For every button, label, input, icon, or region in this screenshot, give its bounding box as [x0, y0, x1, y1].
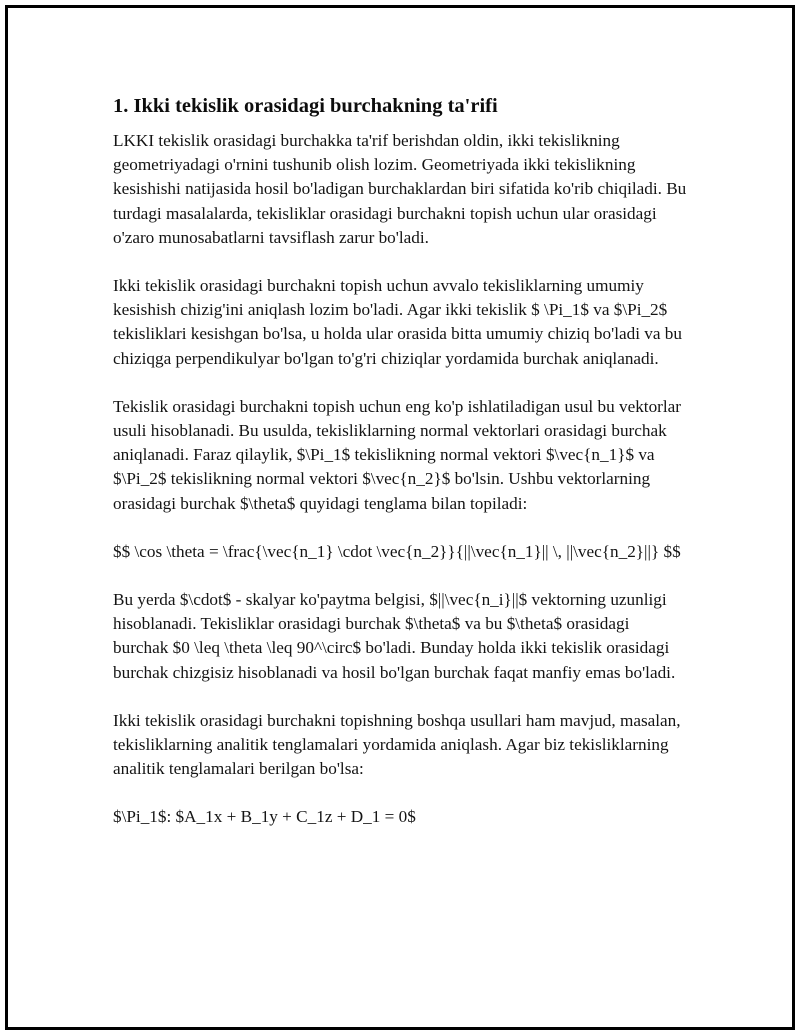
paragraph-analytic-method: Ikki tekislik orasidagi burchakni topishning boshqa usullari ham mavjud, masalan, tekisliklarning analitik tenglamalari yordamida aniqlash. Agar biz tekisliklarning analitik tenglamalari berilgan bo'lsa:: [113, 710, 681, 779]
paragraph-vector-method: Tekislik orasidagi burchakni topish uchun eng ko'p ishlatiladigan usul bu vektorlar usuli hisoblanadi. Bu usulda, tekisliklarning normal vektorlari orasidagi burchak aniqlanadi. Faraz qilaylik, $\Pi_1$ tekislikning normal vektori $\vec{n_1}$ va $\Pi_2$ tekislikning normal vektori $\vec{n_2}$ bo'lsin. Ushbu vektorlarning orasidagi burchak $\theta$ quyidagi tenglama bilan topiladi:: [113, 396, 682, 513]
document-body: [113, 92, 688, 854]
plane-equation: $\Pi_1$: $A_1x + B_1y + C_1z + D_1 = 0$: [113, 807, 416, 827]
paragraph-intersection-line: Ikki tekislik orasidagi burchakni topish uchun avvalo tekisliklarning umumiy kesishish chizig'ini aniqlash lozim bo'ladi. Agar ikki tekislik $ \Pi_1$ va $\Pi_2$ tekisliklari kesishgan bo'lsa, u holda ular orasida bitta umumiy chiziq bo'ladi va bu chiziqga perpendikulyar bo'lgan to'g'ri chiziqlar yordamida burchak aniqlanadi.: [113, 276, 682, 368]
section-heading: 1. Ikki tekislik orasidagi burchakning ta'rifi: [113, 95, 498, 117]
paragraph-formula-explanation: Bu yerda $\cdot$ - skalyar ko'paytma belgisi, $||\vec{n_i}||$ vektorning uzunligi hisoblanadi. Tekisliklar orasidagi burchak $\theta$ va bu $\theta$ orasidagi burchak $0 \leq \theta \leq 90^\circ$ bo'ladi. Bunday holda ikki tekislik orasidagi burchak chizgisiz hisoblanadi va hosil bo'lgan burchak faqat manfiy emas bo'ladi.: [113, 590, 676, 682]
paragraph-definition-intro: LKKI tekislik orasidagi burchakka ta'rif berishdan oldin, ikki tekislikning geometriyadagi o'rnini tushunib olish lozim. Geometriyada ikki tekislikning kesishishi natijasida hosil bo'ladigan burchaklardan biri sifatida ko'rib chiqiladi. Bu turdagi masalalarda, tekisliklar orasidagi burchakni topish uchun ular orasidagi o'zaro munosabatlarni tavsiflash zarur bo'ladi.: [113, 131, 687, 247]
cosine-formula: $$ \cos \theta = \frac{\vec{n_1} \cdot \vec{n_2}}{||\vec{n_1}|| \, ||\vec{n_2}||} $$: [113, 541, 681, 561]
